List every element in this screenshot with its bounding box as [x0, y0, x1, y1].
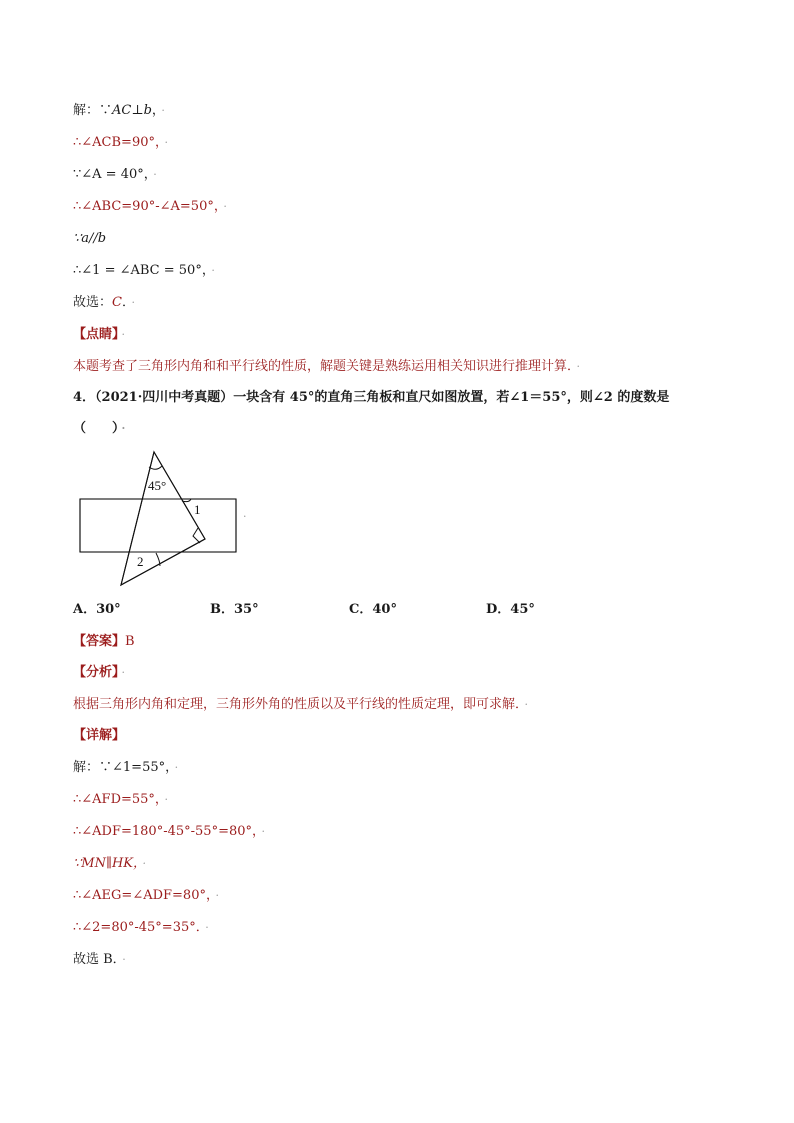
detail-line-5: ∴∠AEG=∠ADF=80°， ·	[73, 888, 219, 903]
sol-line-6: ∴∠1 = ∠ABC = 50°， ·	[73, 263, 215, 278]
sol-line-2: ∴∠ACB=90°， ·	[73, 135, 168, 150]
option-a[interactable]: A．30°	[73, 602, 121, 617]
dianjing-text: 本题考查了三角形内角和和平行线的性质，解题关键是熟练运用相关知识进行推理计算． ·	[73, 359, 581, 374]
detail-header: 【详解】	[73, 728, 126, 743]
answer-line: 【答案】B	[73, 634, 135, 649]
question-4-stem-line2: （ ） ·	[73, 421, 126, 436]
question-4-stem: 4．（2021·四川中考真题）一块含有 45°的直角三角板和直尺如图放置，若∠1＝55°，则∠2 的度数是	[73, 390, 670, 405]
detail-line-2: ∴∠AFD=55°， ·	[73, 792, 168, 807]
analysis-text: 根据三角形内角和定理，三角形外角的性质以及平行线的性质定理，即可求解． ·	[73, 697, 529, 712]
sol-line-3: ∵∠A = 40°， ·	[73, 167, 157, 182]
detail-line-1: 解：∵∠1=55°， ·	[73, 760, 179, 775]
option-c[interactable]: C．40°	[349, 602, 397, 617]
detail-line-7: 故选 B． ·	[73, 952, 126, 967]
triangle-ruler-figure	[70, 445, 260, 593]
detail-line-4: ∵MN∥HK， ·	[73, 856, 147, 871]
sol-line-4: ∴∠ABC=90°-∠A=50°， ·	[73, 199, 227, 214]
detail-line-3: ∴∠ADF=180°-45°-55°=80°， ·	[73, 824, 266, 839]
detail-line-6: ∴∠2=80°-45°=35°． ·	[73, 920, 209, 935]
label-2: 2	[137, 554, 144, 569]
sol-line-5: ∵a//b	[73, 231, 107, 246]
option-d[interactable]: D．45°	[486, 602, 535, 617]
label-1: 1	[194, 502, 201, 517]
label-45: 45°	[148, 478, 167, 493]
sol-line-7: 故选：C． ·	[73, 295, 135, 310]
analysis-header: 【分析】 ·	[73, 665, 126, 680]
sol-line-1: 解：∵AC⊥b， ·	[73, 103, 165, 118]
option-b[interactable]: B．35°	[210, 602, 259, 617]
dianjing-header: 【点睛】 ·	[73, 327, 126, 342]
